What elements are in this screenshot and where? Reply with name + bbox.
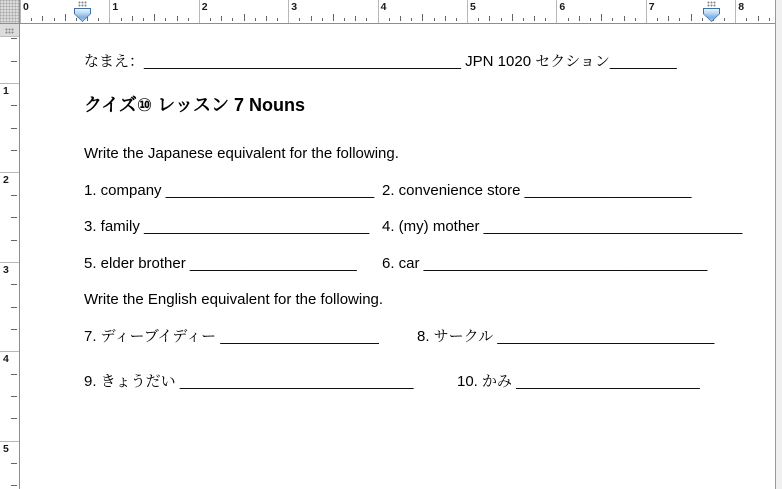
- name-line: なまえ：______________________________________ JPN 1020 セクション________: [84, 53, 677, 70]
- ruler-tick: [143, 18, 144, 21]
- ruler-tick: [333, 14, 334, 21]
- right-indent-marker[interactable]: [703, 1, 720, 22]
- ruler-tick: [11, 195, 17, 196]
- left-indent-marker[interactable]: [74, 1, 91, 22]
- top-margin-handle[interactable]: [0, 24, 19, 37]
- ruler-number: 3: [291, 1, 298, 13]
- ruler-tick: [98, 18, 99, 21]
- drag-handle-dots-icon: [5, 28, 14, 34]
- qa-row: [20, 217, 775, 237]
- ruler-tick: [288, 0, 289, 23]
- ruler-number: 5: [3, 442, 9, 455]
- question-5-elder-brother: 5. elder brother ____________________: [84, 255, 357, 272]
- ruler-tick: [389, 18, 390, 21]
- ruler-tick: [679, 18, 680, 21]
- ruler-tick: [165, 18, 166, 21]
- ruler-tick: [154, 14, 155, 21]
- ruler-tick: [121, 18, 122, 21]
- ruler-tick: [456, 18, 457, 21]
- ruler-tick: [210, 18, 211, 21]
- ruler-tick: [523, 18, 524, 21]
- ruler-tick: [0, 441, 19, 442]
- question-7-dvd: 7. ディーブイディー ___________________: [84, 328, 379, 345]
- ruler-number: 6: [559, 1, 566, 13]
- ruler-number: 2: [3, 174, 9, 187]
- ruler-tick: [355, 16, 356, 21]
- ruler-tick: [478, 18, 479, 21]
- ruler-tick: [11, 128, 17, 129]
- ruler-tick: [467, 0, 468, 23]
- ruler-number: 7: [648, 1, 655, 13]
- ruler-tick: [635, 18, 636, 21]
- question-10-kami: 10. かみ ______________________: [457, 373, 700, 390]
- ruler-tick: [31, 18, 32, 21]
- drag-handle-dots-icon: [78, 1, 87, 7]
- ruler-tick: [556, 0, 557, 23]
- outside-page-area: [775, 0, 782, 489]
- ruler-tick: [434, 18, 435, 21]
- ruler-tick: [624, 16, 625, 21]
- ruler-tick: [11, 38, 17, 39]
- ruler-tick: [11, 485, 17, 486]
- ruler-tick: [11, 61, 17, 62]
- ruler-tick: [0, 262, 19, 263]
- question-2-convenience-store: 2. convenience store ____________________: [382, 182, 692, 199]
- indent-triangle-icon: [74, 8, 91, 22]
- ruler-tick: [534, 16, 535, 21]
- ruler-tick: [512, 14, 513, 21]
- ruler-tick: [489, 16, 490, 21]
- ruler-number: 3: [3, 263, 9, 276]
- ruler-tick: [691, 14, 692, 21]
- ruler-tick: [11, 284, 17, 285]
- drag-handle-dots-icon: [707, 1, 716, 7]
- ruler-tick: [422, 14, 423, 21]
- ruler-tick: [199, 0, 200, 23]
- ruler-tick: [746, 18, 747, 21]
- ruler-tick: [54, 18, 55, 21]
- ruler-tick: [0, 83, 19, 84]
- ruler-tick: [221, 16, 222, 21]
- ruler-tick: [11, 217, 17, 218]
- ruler-tick: [11, 374, 17, 375]
- ruler-tick: [366, 18, 367, 21]
- ruler-number: 1: [112, 1, 119, 13]
- ruler-tick: [601, 14, 602, 21]
- ruler-tick: [735, 0, 736, 23]
- ruler-number: 1: [3, 85, 9, 97]
- ruler-tick: [11, 150, 17, 151]
- qa-row: [20, 372, 775, 392]
- ruler-tick: [311, 16, 312, 21]
- indent-triangle-icon: [703, 8, 720, 22]
- qa-row: [20, 327, 775, 347]
- ruler-tick: [568, 18, 569, 21]
- ruler-tick: [11, 329, 17, 330]
- section2-instruction: Write the English equivalent for the following.: [84, 291, 384, 308]
- ruler-number: 2: [201, 1, 208, 13]
- question-3-family: 3. family ___________________________: [84, 218, 370, 235]
- ruler-tick: [445, 16, 446, 21]
- qa-row: [20, 254, 775, 274]
- ruler-tick: [0, 172, 19, 173]
- ruler-tick: [42, 16, 43, 21]
- ruler-tick: [579, 16, 580, 21]
- ruler-tick: [411, 18, 412, 21]
- qa-row: [20, 181, 775, 201]
- ruler-number: 4: [380, 1, 387, 13]
- horizontal-ruler[interactable]: [0, 0, 775, 24]
- ruler-number: 4: [3, 353, 9, 366]
- ruler-tick: [65, 14, 66, 21]
- question-8-circle: 8. サークル __________________________: [417, 328, 715, 345]
- ruler-tick: [590, 18, 591, 21]
- ruler-tick: [244, 14, 245, 21]
- ruler-tick: [299, 18, 300, 21]
- ruler-tick: [758, 16, 759, 21]
- ruler-tick: [11, 418, 17, 419]
- ruler-tick: [724, 18, 725, 21]
- ruler-tick: [255, 18, 256, 21]
- ruler-tick: [501, 18, 502, 21]
- ruler-tick: [668, 16, 669, 21]
- ruler-tick: [657, 18, 658, 21]
- ruler-tick: [20, 0, 21, 23]
- ruler-number: 5: [470, 1, 476, 13]
- ruler-tick: [612, 18, 613, 21]
- ruler-tick: [109, 0, 110, 23]
- vertical-ruler[interactable]: [0, 24, 20, 489]
- question-9-siblings: 9. きょうだい ____________________________: [84, 373, 414, 390]
- ruler-tick: [11, 307, 17, 308]
- question-4-mother: 4. (my) mother _______________________________: [382, 218, 743, 235]
- ruler-tick: [188, 18, 189, 21]
- ruler-tick: [545, 18, 546, 21]
- ruler-corner: [0, 0, 20, 24]
- ruler-tick: [378, 0, 379, 23]
- ruler-tick: [232, 18, 233, 21]
- ruler-tick: [132, 16, 133, 21]
- ruler-tick: [177, 16, 178, 21]
- ruler-tick: [11, 396, 17, 397]
- ruler-number: 8: [738, 1, 745, 13]
- ruler-tick: [646, 0, 647, 23]
- document-page[interactable]: [20, 24, 775, 489]
- quiz-title: クイズ⑩ レッスン 7 Nouns: [84, 95, 305, 115]
- ruler-tick: [769, 18, 770, 21]
- question-1-company: 1. company _________________________: [84, 182, 375, 199]
- ruler-tick: [400, 16, 401, 21]
- question-6-car: 6. car __________________________________: [382, 255, 708, 272]
- ruler-tick: [11, 463, 17, 464]
- ruler-tick: [322, 18, 323, 21]
- ruler-tick: [277, 18, 278, 21]
- ruler-tick: [11, 240, 17, 241]
- ruler-number: 0: [23, 1, 29, 13]
- section1-instruction: Write the Japanese equivalent for the following.: [84, 145, 399, 162]
- ruler-tick: [0, 351, 19, 352]
- ruler-tick: [266, 16, 267, 21]
- ruler-tick: [344, 18, 345, 21]
- ruler-tick: [11, 105, 17, 106]
